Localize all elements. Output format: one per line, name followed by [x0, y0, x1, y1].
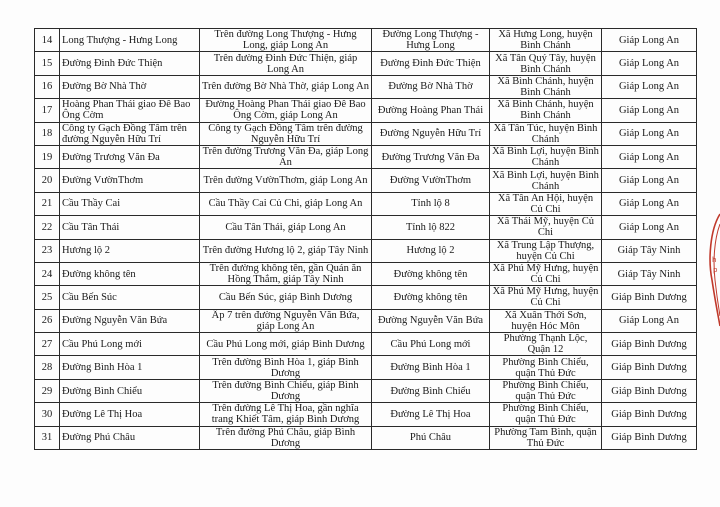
table-row: [35, 356, 697, 379]
border-province: Giáp Bình Dương: [602, 403, 697, 426]
location-name: Cầu Phú Long mới: [60, 333, 200, 356]
road-name: Đường Nguyễn Văn Bứa: [372, 309, 490, 332]
table-row: [35, 192, 697, 215]
table-row: [35, 122, 697, 145]
border-province: Giáp Bình Dương: [602, 286, 697, 309]
location-name: Đường Bình Hòa 1: [60, 356, 200, 379]
table-body: [35, 29, 697, 450]
road-name: Đường Hoàng Phan Thái: [372, 99, 490, 122]
start-point: Trên đường Lê Thị Hoa, gần nghĩa trang Khiết Tâm, giáp Bình Dương: [200, 403, 372, 426]
road-name: Đường Bình Chiểu: [372, 379, 490, 402]
location-name: Đường Bờ Nhà Thờ: [60, 75, 200, 98]
commune-district: Xã Hưng Long, huyện Bình Chánh: [490, 29, 602, 52]
start-point: Đường Hoàng Phan Thái giao Đê Bao Ông Cờm, giáp Long An: [200, 99, 372, 122]
road-name: Đường Nguyễn Hữu Trí: [372, 122, 490, 145]
commune-district: Xã Thái Mỹ, huyện Củ Chi: [490, 216, 602, 239]
border-province: Giáp Bình Dương: [602, 333, 697, 356]
table-row: [35, 29, 697, 52]
commune-district: Xã Trung Lập Thượng, huyện Củ Chi: [490, 239, 602, 262]
table-row: [35, 379, 697, 402]
commune-district: Xã Tân An Hội, huyện Củ Chi: [490, 192, 602, 215]
commune-district: Xã Bình Chánh, huyện Bình Chánh: [490, 75, 602, 98]
location-name: Đường không tên: [60, 262, 200, 285]
start-point: Cầu Phú Long mới, giáp Bình Dương: [200, 333, 372, 356]
start-point: Trên đường không tên, gần Quán ăn Hồng Thắm, giáp Tây Ninh: [200, 262, 372, 285]
location-name: Đường Lê Thị Hoa: [60, 403, 200, 426]
location-name: Đường Bình Chiểu: [60, 379, 200, 402]
border-province: Giáp Long An: [602, 99, 697, 122]
row-number: 18: [35, 122, 60, 145]
start-point: Trên đường Bình Hòa 1, giáp Bình Dương: [200, 356, 372, 379]
border-province: Giáp Long An: [602, 52, 697, 75]
table-row: [35, 426, 697, 449]
row-number: 30: [35, 403, 60, 426]
row-number: 29: [35, 379, 60, 402]
start-point: Trên đường Bình Chiểu, giáp Bình Dương: [200, 379, 372, 402]
start-point: Trên đường Long Thượng - Hưng Long, giáp Long An: [200, 29, 372, 52]
row-number: 28: [35, 356, 60, 379]
border-province: Giáp Long An: [602, 192, 697, 215]
start-point: Cầu Tân Thái, giáp Long An: [200, 216, 372, 239]
row-number: 27: [35, 333, 60, 356]
location-name: Cầu Tân Thái: [60, 216, 200, 239]
commune-district: Xã Tân Túc, huyện Bình Chánh: [490, 122, 602, 145]
location-name: Đường Phú Châu: [60, 426, 200, 449]
road-name: Hương lộ 2: [372, 239, 490, 262]
road-name: Đường Trương Văn Đa: [372, 145, 490, 168]
svg-text:h: h: [712, 256, 717, 264]
start-point: Trên đường VườnThơm, giáp Long An: [200, 169, 372, 192]
border-province: Giáp Long An: [602, 75, 697, 98]
commune-district: Xã Bình Lợi, huyện Bình Chánh: [490, 145, 602, 168]
road-name: Đường Đinh Đức Thiện: [372, 52, 490, 75]
location-name: Hương lộ 2: [60, 239, 200, 262]
table-row: [35, 145, 697, 168]
border-province: Giáp Bình Dương: [602, 379, 697, 402]
border-province: Giáp Bình Dương: [602, 426, 697, 449]
row-number: 15: [35, 52, 60, 75]
svg-text:p: p: [713, 266, 718, 274]
road-name: Đường Long Thượng - Hưng Long: [372, 29, 490, 52]
start-point: Ấp 7 trên đường Nguyễn Văn Bứa, giáp Long An: [200, 309, 372, 332]
row-number: 23: [35, 239, 60, 262]
border-province: Giáp Long An: [602, 169, 697, 192]
table-row: [35, 216, 697, 239]
row-number: 26: [35, 309, 60, 332]
row-number: 22: [35, 216, 60, 239]
start-point: Cầu Bến Súc, giáp Bình Dương: [200, 286, 372, 309]
road-name: Đường VườnThơm: [372, 169, 490, 192]
location-name: Long Thượng - Hưng Long: [60, 29, 200, 52]
border-province: Giáp Long An: [602, 145, 697, 168]
commune-district: Xã Phú Mỹ Hưng, huyện Củ Chi: [490, 286, 602, 309]
commune-district: Phường Thạnh Lộc, Quận 12: [490, 333, 602, 356]
location-name: Đường VườnThơm: [60, 169, 200, 192]
start-point: Cầu Thầy Cai Củ Chi, giáp Long An: [200, 192, 372, 215]
border-province: Giáp Long An: [602, 122, 697, 145]
road-name: Đường không tên: [372, 262, 490, 285]
commune-district: Phường Bình Chiểu, quận Thủ Đức: [490, 403, 602, 426]
road-name: Đường không tên: [372, 286, 490, 309]
row-number: 21: [35, 192, 60, 215]
table-row: [35, 52, 697, 75]
row-number: 17: [35, 99, 60, 122]
border-province: Giáp Tây Ninh: [602, 262, 697, 285]
start-point: Trên đường Phú Châu, giáp Bình Dương: [200, 426, 372, 449]
row-number: 25: [35, 286, 60, 309]
table-row: [35, 403, 697, 426]
commune-district: Phường Tam Bình, quận Thủ Đức: [490, 426, 602, 449]
start-point: Trên đường Bờ Nhà Thờ, giáp Long An: [200, 75, 372, 98]
road-name: Đường Bờ Nhà Thờ: [372, 75, 490, 98]
location-name: Cầu Bến Súc: [60, 286, 200, 309]
start-point: Trên đường Hương lộ 2, giáp Tây Ninh: [200, 239, 372, 262]
table-row: [35, 309, 697, 332]
checkpoint-table: [34, 28, 697, 450]
row-number: 24: [35, 262, 60, 285]
row-number: 16: [35, 75, 60, 98]
road-name: Tỉnh lộ 822: [372, 216, 490, 239]
commune-district: Xã Phú Mỹ Hưng, huyện Củ Chi: [490, 262, 602, 285]
table-row: [35, 75, 697, 98]
border-province: Giáp Long An: [602, 216, 697, 239]
border-province: Giáp Long An: [602, 29, 697, 52]
location-name: Đường Trương Văn Đa: [60, 145, 200, 168]
road-name: Đường Bình Hòa 1: [372, 356, 490, 379]
table-row: [35, 239, 697, 262]
commune-district: Xã Tân Quý Tây, huyện Bình Chánh: [490, 52, 602, 75]
commune-district: Phường Bình Chiểu, quận Thủ Đức: [490, 356, 602, 379]
start-point: Công ty Gạch Đồng Tâm trên đường Nguyễn Hữu Trí: [200, 122, 372, 145]
table-row: [35, 333, 697, 356]
location-name: Công ty Gạch Đồng Tâm trên đường Nguyễn Hữu Trí: [60, 122, 200, 145]
road-name: Cầu Phú Long mới: [372, 333, 490, 356]
border-province: Giáp Long An: [602, 309, 697, 332]
location-name: Hoàng Phan Thái giao Đê Bao Ông Cờm: [60, 99, 200, 122]
row-number: 14: [35, 29, 60, 52]
table-row: [35, 262, 697, 285]
border-province: Giáp Bình Dương: [602, 356, 697, 379]
row-number: 19: [35, 145, 60, 168]
road-name: Phú Châu: [372, 426, 490, 449]
commune-district: Xã Bình Lợi, huyện Bình Chánh: [490, 169, 602, 192]
location-name: Cầu Thầy Cai: [60, 192, 200, 215]
start-point: Trên đường Đinh Đức Thiện, giáp Long An: [200, 52, 372, 75]
start-point: Trên đường Trương Văn Đa, giáp Long An: [200, 145, 372, 168]
table-row: [35, 169, 697, 192]
table-row: [35, 99, 697, 122]
commune-district: Xã Xuân Thới Sơn, huyện Hóc Môn: [490, 309, 602, 332]
red-stamp-edge: [706, 210, 720, 330]
location-name: Đường Đinh Đức Thiện: [60, 52, 200, 75]
road-name: Tỉnh lộ 8: [372, 192, 490, 215]
row-number: 20: [35, 169, 60, 192]
row-number: 31: [35, 426, 60, 449]
table-row: [35, 286, 697, 309]
border-province: Giáp Tây Ninh: [602, 239, 697, 262]
road-name: Đường Lê Thị Hoa: [372, 403, 490, 426]
location-name: Đường Nguyễn Văn Bứa: [60, 309, 200, 332]
commune-district: Xã Bình Chánh, huyện Bình Chánh: [490, 99, 602, 122]
commune-district: Phường Bình Chiểu, quận Thủ Đức: [490, 379, 602, 402]
